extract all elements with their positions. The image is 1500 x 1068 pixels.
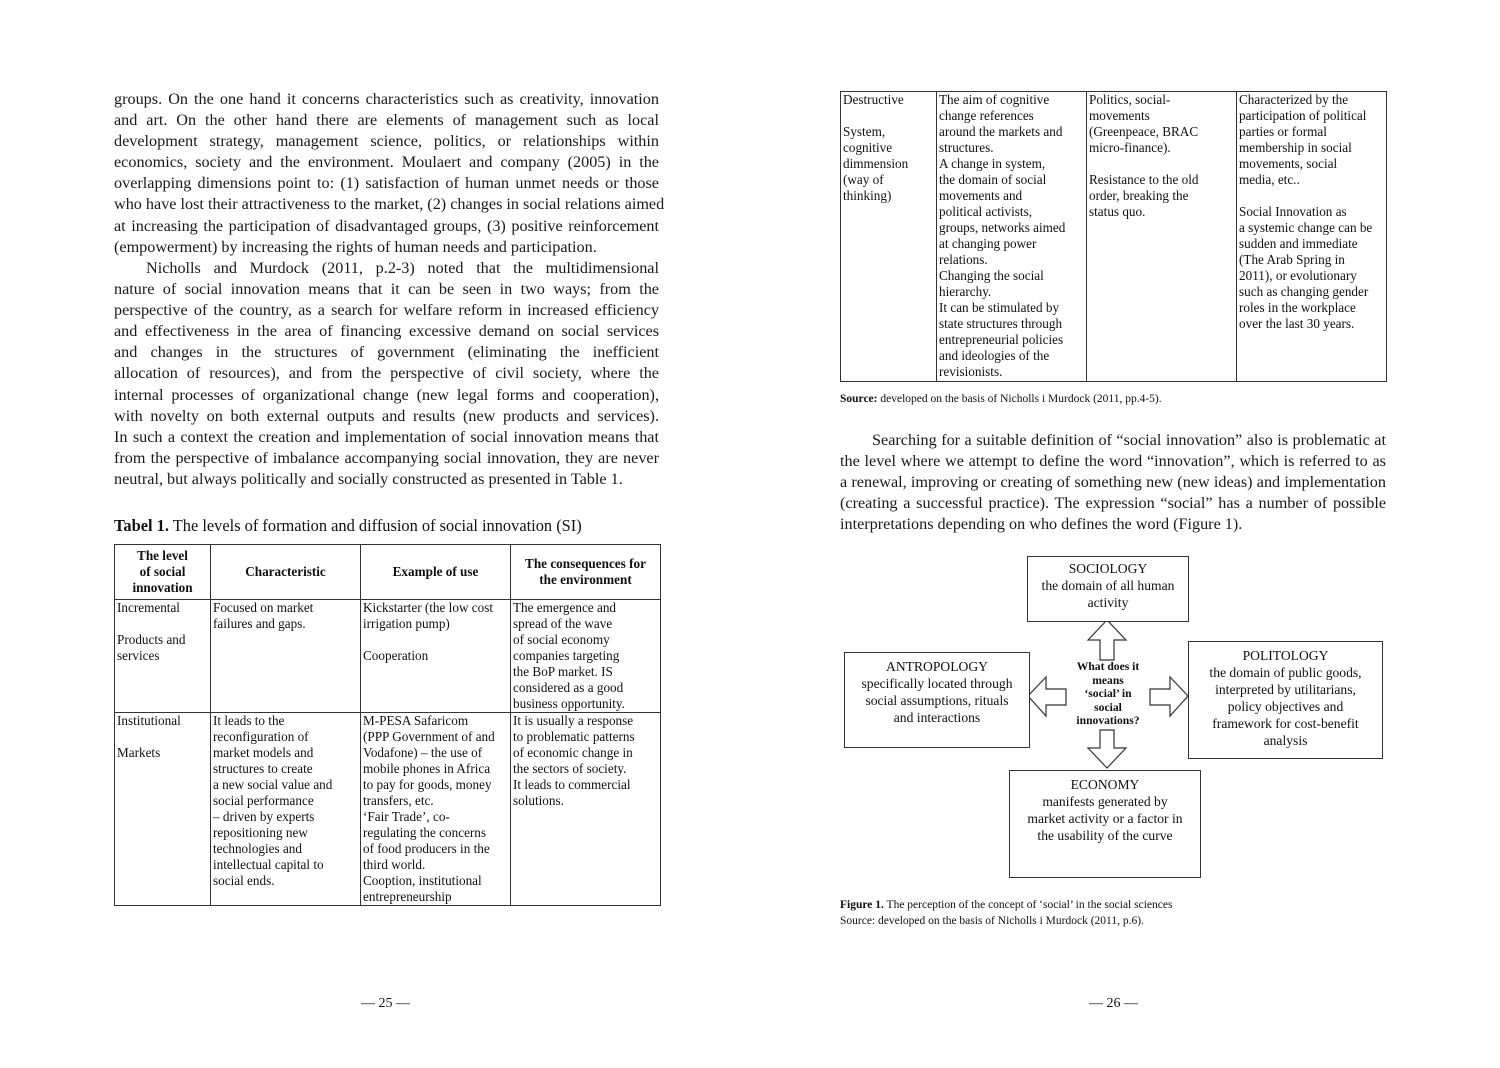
table-header-cell — [361, 545, 511, 600]
table-cell — [511, 713, 661, 906]
cell-line: – driven by experts — [213, 809, 315, 824]
cell-line: social ends. — [213, 873, 275, 888]
cell-line: services — [117, 648, 160, 663]
box-line: the domain of all human — [1041, 578, 1175, 593]
body-paragraph — [840, 430, 1386, 535]
box-line: interpreted by utilitarians, — [1215, 682, 1356, 697]
paragraph-line: (empowerment) by increasing the rights of human needs and participation. — [114, 237, 597, 256]
cell-line: third world. — [363, 857, 426, 872]
box-title: ANTROPOLOGY — [886, 659, 988, 674]
cell-line: The aim of cognitive — [939, 92, 1050, 107]
cell-line: mobile phones in Africa — [363, 761, 491, 776]
table-header-cell — [211, 545, 361, 600]
table-cell — [211, 600, 361, 713]
cell-line: (PPP Government of and — [363, 729, 495, 744]
cell-line: movements, social — [1239, 156, 1338, 171]
cell-line: over the last 30 years. — [1239, 316, 1355, 331]
table-cell — [115, 600, 211, 713]
box-line: specifically located through — [861, 676, 1013, 691]
cell-line: System, — [843, 124, 886, 139]
cell-line — [117, 616, 208, 632]
box-line: framework for cost-benefit — [1212, 716, 1359, 731]
table-cell — [1237, 92, 1387, 382]
table-source-label: Source: — [840, 393, 878, 405]
cell-line: intellectual capital to — [213, 857, 324, 872]
box-title: ECONOMY — [1070, 777, 1140, 792]
cell-line: dimmension — [843, 156, 909, 171]
box-line: activity — [1087, 595, 1129, 610]
cell-line: movements — [1089, 108, 1150, 123]
cell-line: thinking) — [843, 188, 892, 203]
cell-line: to problematic patterns — [513, 729, 635, 744]
cell-line: failures and gaps. — [213, 616, 306, 631]
box-title: SOCIOLOGY — [1068, 561, 1148, 576]
cell-line: business opportunity. — [513, 696, 625, 711]
paragraph-line: Nicholls and Murdock (2011, p.2-3) noted that the multidimensional — [146, 259, 659, 277]
cell-line: Cooption, institutional — [363, 873, 482, 888]
cell-line: Cooperation — [363, 648, 429, 663]
box-line: social assumptions, rituals — [865, 693, 1009, 708]
paragraph-line: In such a context the creation and implementation of social innovation means that — [114, 427, 659, 446]
cell-line: repositioning new — [213, 825, 308, 840]
paragraph-line: allocation of resources), and from the perspective of civil society, where the — [114, 364, 659, 383]
center-question — [1068, 660, 1148, 728]
paragraph-line: Searching for a suitable definition of “social innovation” also is problematic at — [872, 431, 1386, 449]
paragraph-line: development strategy, management science, politics, or relationships within — [114, 132, 659, 151]
box-line: manifests generated by — [1042, 794, 1168, 809]
cell-line: spread of the wave — [513, 616, 613, 631]
table-cell — [937, 92, 1087, 382]
paragraph-line: (creating a successful practice). The expression “social” has a number of possible — [840, 494, 1386, 513]
page-number: — 26 — — [1089, 996, 1138, 1011]
cell-line: It leads to the — [213, 713, 285, 728]
figure-caption-number: Figure 1. — [840, 899, 884, 911]
cell-line: The emergence and — [513, 600, 617, 615]
cell-line: structures. — [939, 140, 994, 155]
cell-line: relations. — [939, 252, 988, 267]
cell-line: innovation — [132, 580, 193, 595]
levels-table — [114, 544, 661, 906]
cell-line: It can be stimulated by — [939, 300, 1060, 315]
cell-line: Markets — [117, 745, 161, 760]
cell-line: state structures through — [939, 316, 1063, 331]
table-cell — [361, 600, 511, 713]
arrow-up-icon — [1088, 620, 1126, 660]
paragraph-line: from the perspective of imbalance accompanying social innovation, they are never — [114, 448, 659, 467]
paragraph-line: with novelty on both external outputs and results (new products and services). — [114, 406, 659, 425]
cell-line: ‘Fair Trade’, co- — [363, 809, 450, 824]
cell-line: Vodafone) – the use of — [363, 745, 483, 760]
table-cell — [211, 713, 361, 906]
right-page — [750, 0, 1500, 1068]
cell-line: Products and — [117, 632, 186, 647]
paragraph-line: who have lost their attractiveness to the market, (2) changes in social relations aimed — [114, 195, 665, 214]
box-line: analysis — [1263, 733, 1308, 748]
cell-line: political activists, — [939, 204, 1033, 219]
cell-line — [1239, 188, 1384, 204]
cell-line: Destructive — [843, 92, 904, 107]
cell-line: membership in social — [1239, 140, 1352, 155]
paragraph-line: and art. On the other hand there are elements of management such as local — [114, 111, 659, 130]
table-caption — [114, 516, 582, 536]
cell-line: cognitive — [843, 140, 893, 155]
cell-line: Kickstarter (the low cost — [363, 600, 494, 615]
cell-line: reconfiguration of — [213, 729, 309, 744]
table-cell — [361, 713, 511, 906]
cell-line: structures to create — [213, 761, 313, 776]
cell-line: the domain of social — [939, 172, 1047, 187]
body-paragraph — [114, 258, 659, 490]
table-caption-number: Tabel 1. — [114, 516, 169, 535]
box-line: innovations? — [1076, 714, 1140, 727]
box-line: the domain of public goods, — [1209, 665, 1362, 680]
table-source-text: developed on the basis of Nicholls i Murdock (2011, pp.4-5). — [877, 393, 1162, 405]
cell-line — [843, 108, 934, 124]
cell-line: sudden and immediate — [1239, 236, 1358, 251]
cell-line: movements and — [939, 188, 1023, 203]
cell-line: and ideologies of the — [939, 348, 1050, 363]
cell-line: solutions. — [513, 793, 564, 808]
cell-line: Focused on market — [213, 600, 314, 615]
cell-line: social performance — [213, 793, 314, 808]
arrow-down-icon — [1088, 730, 1126, 768]
cell-line: status quo. — [1089, 204, 1146, 219]
paragraph-line: nature of social innovation means that it can be seen in two ways; from the — [114, 280, 659, 299]
cell-line: a new social value and — [213, 777, 333, 792]
cell-line: regulating the concerns — [363, 825, 487, 840]
box-line: and interactions — [893, 710, 981, 725]
cell-line: considered as a good — [513, 680, 624, 695]
figure-source: Source: developed on the basis of Nicholls i Murdock (2011, p.6). — [840, 915, 1144, 927]
cell-line: Social Innovation as — [1239, 204, 1347, 219]
cell-line: Characteristic — [245, 564, 326, 579]
cell-line: roles in the workplace — [1239, 300, 1356, 315]
cell-line: of economic change in — [513, 745, 633, 760]
cell-line: Characterized by the — [1239, 92, 1349, 107]
cell-line: M-PESA Safaricom — [363, 713, 469, 728]
table-row — [115, 713, 661, 906]
cell-line: micro-finance). — [1089, 140, 1171, 155]
cell-line: Politics, social- — [1089, 92, 1171, 107]
cell-line: such as changing gender — [1239, 284, 1369, 299]
cell-line: order, breaking the — [1089, 188, 1189, 203]
politology-box — [1188, 641, 1383, 759]
paragraph-line: groups. On the one hand it concerns characteristics such as creativity, innovation — [114, 90, 659, 108]
cell-line: Institutional — [117, 713, 181, 728]
cell-line: of social — [139, 564, 186, 579]
box-line: market activity or a factor in — [1027, 811, 1183, 826]
levels-table-continued — [840, 91, 1387, 382]
cell-line: The level — [137, 548, 188, 563]
paragraph-line: economics, society and the environment. Moulaert and company (2005) in the — [114, 153, 659, 172]
arrow-right-icon — [1150, 677, 1188, 716]
box-line: ‘social’ in — [1084, 687, 1132, 700]
arrow-left-icon — [1028, 677, 1066, 716]
cell-line: of social economy — [513, 632, 610, 647]
cell-line: of food producers in the — [363, 841, 490, 856]
cell-line: around the markets and — [939, 124, 1063, 139]
table-source — [840, 393, 1162, 405]
box-title: POLITOLOGY — [1242, 648, 1329, 663]
cell-line: a systemic change can be — [1239, 220, 1373, 235]
cell-line: the environment — [539, 572, 632, 587]
body-paragraph — [114, 89, 665, 258]
page-number: — 25 — — [361, 996, 410, 1011]
cell-line: technologies and — [213, 841, 302, 856]
cell-line — [1089, 156, 1234, 172]
figure-caption-text: The perception of the concept of ‘social’ in the social sciences — [883, 899, 1173, 911]
cell-line: the BoP market. IS — [513, 664, 613, 679]
cell-line: Incremental — [117, 600, 180, 615]
box-line: means — [1092, 673, 1124, 687]
paragraph-line: internal processes of organizational change (new legal forms and cooperation), — [114, 385, 659, 404]
cell-line: revisionists. — [939, 364, 1003, 379]
cell-line — [117, 729, 208, 745]
cell-line: Resistance to the old — [1089, 172, 1199, 187]
cell-line: (way of — [843, 172, 884, 187]
paragraph-line: neutral, but always politically and socially constructed as presented in Table 1. — [114, 469, 623, 488]
table-header-cell — [511, 545, 661, 600]
cell-line: media, etc.. — [1239, 172, 1300, 187]
cell-line: 2011), or evolutionary — [1239, 268, 1357, 283]
table-cell — [511, 600, 661, 713]
paragraph-line: overlapping dimensions point to: (1) satisfaction of human unmet needs or those — [114, 174, 659, 193]
cell-line: The consequences for — [525, 556, 646, 571]
table-cell — [1087, 92, 1237, 382]
cell-line: change references — [939, 108, 1034, 123]
table-header-cell — [115, 545, 211, 600]
paragraph-line: at increasing the participation of disadvantaged groups, (3) positive reinforcement — [114, 216, 659, 235]
sociology-box — [1027, 556, 1189, 622]
box-line: policy objectives and — [1227, 699, 1344, 714]
cell-line: at changing power — [939, 236, 1037, 251]
economy-box — [1009, 770, 1201, 878]
cell-line: entrepreneurial policies — [939, 332, 1064, 347]
cell-line: the sectors of society. — [513, 761, 627, 776]
cell-line: hierarchy. — [939, 284, 992, 299]
box-line: What does it — [1076, 660, 1140, 673]
table-caption-text: The levels of formation and diffusion of social innovation (SI) — [168, 516, 582, 535]
cell-line: companies targeting — [513, 648, 620, 663]
box-line: the usability of the curve — [1037, 828, 1173, 843]
cell-line — [363, 632, 508, 648]
cell-line: market models and — [213, 745, 314, 760]
cell-line: entrepreneurship — [363, 889, 452, 904]
cell-line: Example of use — [392, 564, 479, 579]
cell-line: (Greenpeace, BRAC — [1089, 124, 1199, 139]
cell-line: It is usually a response — [513, 713, 634, 728]
cell-line: irrigation pump) — [363, 616, 450, 631]
paragraph-line: perspective of the country, as a search for welfare reform in increased efficiency — [114, 301, 659, 320]
figure-caption — [840, 899, 1172, 911]
table-cell — [841, 92, 937, 382]
table-cell — [115, 713, 211, 906]
cell-line: (The Arab Spring in — [1239, 252, 1345, 267]
cell-line: Changing the social — [939, 268, 1044, 283]
table-row — [115, 600, 661, 713]
paragraph-line: and effectiveness in the area of financing excessive demand on social services — [114, 322, 659, 341]
antropology-box — [844, 652, 1030, 748]
cell-line: to pay for goods, money — [363, 777, 492, 792]
paragraph-line: a renewal, improving or creating of something new (new ideas) and implementation — [840, 473, 1386, 492]
box-line: social — [1094, 700, 1122, 714]
paragraph-line: interpretations depending on who defines the word (Figure 1). — [840, 515, 1243, 534]
paragraph-line: and changes in the structures of government (eliminating the inefficient — [114, 343, 659, 362]
cell-line: groups, networks aimed — [939, 220, 1066, 235]
cell-line: parties or formal — [1239, 124, 1327, 139]
cell-line: transfers, etc. — [363, 793, 434, 808]
cell-line: It leads to commercial — [513, 777, 631, 792]
cell-line: participation of political — [1239, 108, 1367, 123]
cell-line: A change in system, — [939, 156, 1046, 171]
paragraph-line: the level where we attempt to define the word “innovation”, which is referred to as — [840, 452, 1386, 471]
